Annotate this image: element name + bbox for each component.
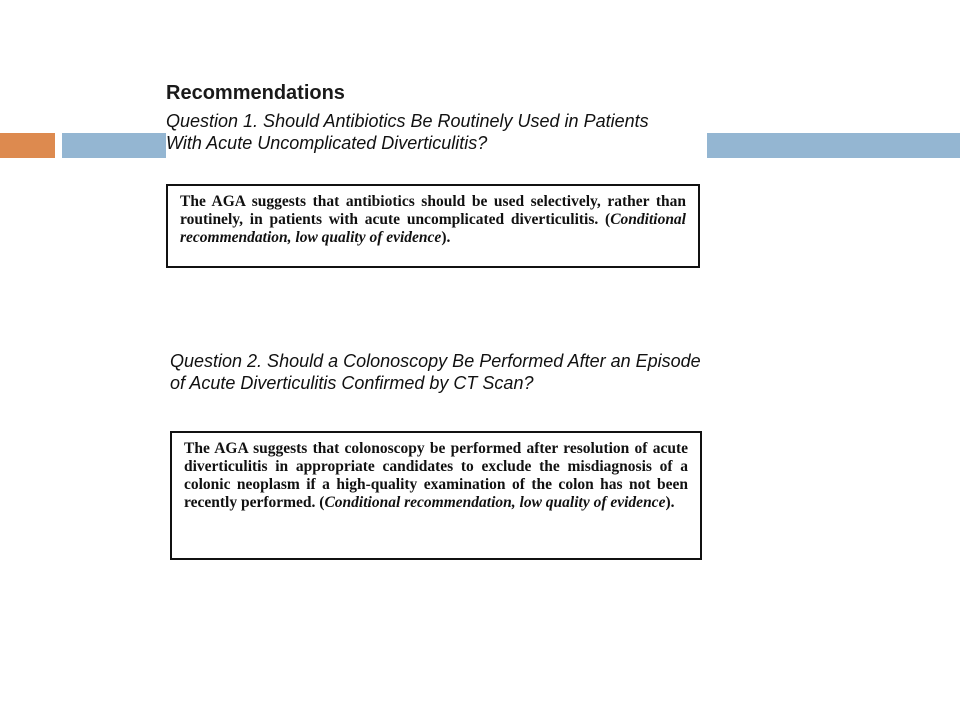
question-2-title: Question 2. Should a Colonoscopy Be Performed After an Episode of Acute Diverticulitis Confirmed by CT Scan? <box>170 351 701 393</box>
recommendation-1-close: ). <box>441 229 451 246</box>
recommendations-heading: Recommendations <box>166 82 345 104</box>
recommendations-document <box>160 80 710 580</box>
accent-bar-blue-right <box>707 133 960 158</box>
recommendation-1-box <box>166 184 700 268</box>
recommendation-1-text: The AGA suggests that antibiotics should be used selectively, rather than routinely, in patients with acute uncomplicated diverticulitis. ( <box>180 193 686 228</box>
recommendation-2-strength: Conditional recommendation, low quality of evidence <box>324 494 666 511</box>
recommendation-2-text: The AGA suggests that colonoscopy be performed after resolution of acute diverticulitis in appropriate candidates to exclude the misdiagnosis of a colonic neoplasm if a high-quality examination of the colon has not been recently performed. ( <box>184 440 688 511</box>
question-1-title: Question 1. Should Antibiotics Be Routinely Used in Patients With Acute Uncomplicated Diverticulitis? <box>166 111 649 153</box>
recommendation-2-close: ). <box>665 494 675 511</box>
recommendation-1-strength: Conditional recommendation, low quality of evidence <box>180 211 686 246</box>
accent-bar-blue-left <box>62 133 166 158</box>
recommendation-2-box <box>170 431 702 560</box>
accent-bar-orange <box>0 133 55 158</box>
